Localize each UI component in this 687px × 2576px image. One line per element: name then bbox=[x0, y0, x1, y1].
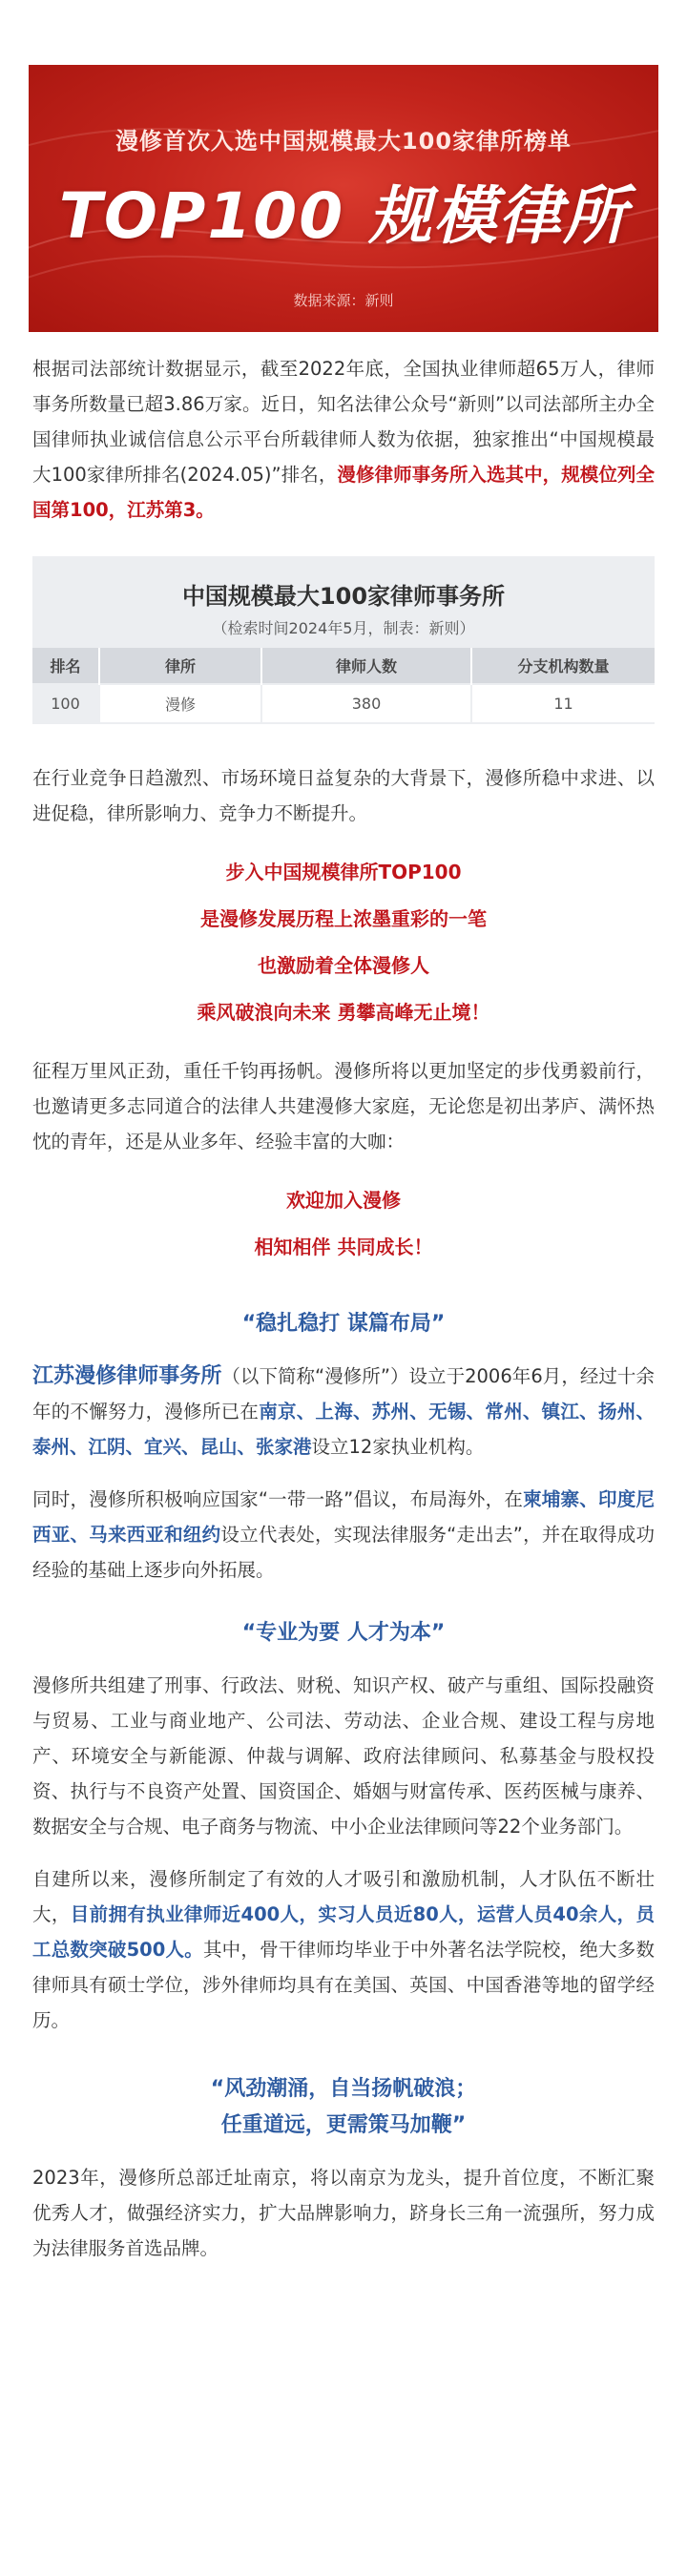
competition-paragraph: 在行业竞争日趋激烈、市场环境日益复杂的大背景下，漫修所稳中求进、以进促稳，律所影响力、竞争力不断提升。 bbox=[32, 767, 655, 824]
section-2-paragraph-1: 漫修所共组建了刑事、行政法、财税、知识产权、破产与重组、国际投融资与贸易、工业与商业地产、公司法、劳动法、企业合规、建设工程与房地产、环境安全与新能源、仲裁与调解、政府法律顾问、私募基金与股权投资、执行与不良资产处置、国资国企、婚姻与财富传承、医药医械与康养、数据安全与合规、电子商务与物流、中小企业法律顾问等22个业务部门。 bbox=[32, 1674, 655, 1838]
slogan-block-1 bbox=[0, 860, 687, 1025]
table-title: 中国规模最大100家律师事务所 bbox=[181, 583, 506, 610]
section-1-text: （以下简称“漫修所”）设立于2006年6月，经过十余年的不懈努力，漫修所已在 bbox=[32, 1365, 655, 1423]
table-row bbox=[32, 684, 655, 722]
slogan-line: 也激励着全体漫修人 bbox=[258, 954, 429, 977]
firm-name: 江苏漫修律师事务所 bbox=[32, 1364, 222, 1388]
banner-source: 数据来源：新则 bbox=[293, 292, 394, 309]
table-cell-branches: 11 bbox=[471, 684, 655, 722]
section-1-text: 同时，漫修所积极响应国家“一带一路”倡议，布局海外，在 bbox=[32, 1488, 524, 1510]
slogan-line: 是漫修发展历程上浓墨重彩的一笔 bbox=[200, 907, 487, 930]
section-2-paragraph-2 bbox=[32, 1861, 655, 2038]
intro-highlight: 漫修律师事务所入选其中，规模位列全国第100，江苏第3。 bbox=[32, 464, 655, 521]
slogan-line: 步入中国规模律所TOP100 bbox=[225, 861, 462, 883]
banner-title: TOP100 规模律所 bbox=[58, 179, 629, 253]
banner-subtitle: 漫修首次入选中国规模最大100家律所榜单 bbox=[114, 128, 572, 155]
slogan-block-2 bbox=[0, 1188, 687, 1259]
slogan-line: 乘风破浪向未来 勇攀高峰无止境！ bbox=[197, 1001, 490, 1024]
office-cities: 南京、上海、苏州、无锡、常州、镇江、扬州、泰州、江阴、宜兴、昆山、张家港 bbox=[32, 1401, 655, 1458]
section-heading-2: “专业为要 人才为本” bbox=[241, 1621, 446, 1645]
table-header-row bbox=[32, 648, 655, 684]
section-1-text: 设立代表处，实现法律服务“走出去”，并在取得成功经验的基础上逐步向外拓展。 bbox=[32, 1524, 655, 1581]
table-cell-rank: 100 bbox=[32, 684, 99, 722]
article-page bbox=[0, 65, 687, 2323]
table-header-rank: 排名 bbox=[32, 648, 99, 684]
table-header-firm: 律所 bbox=[99, 648, 261, 684]
staff-stats: 目前拥有执业律师近400人，实习人员近80人，运营人员40余人，员工总数突破500人。 bbox=[32, 1903, 655, 1961]
section-heading-3-line-2: 任重道远，更需策马加鞭” bbox=[220, 2113, 467, 2137]
table-cell-lawyers: 380 bbox=[261, 684, 471, 722]
section-2-text: 自建所以来，漫修所制定了有效的人才吸引和激励机制，人才队伍不断壮大， bbox=[32, 1868, 655, 1925]
top100-banner bbox=[29, 65, 658, 332]
section-3-paragraph-1: 2023年，漫修所总部迁址南京，将以南京为龙头，提升首位度，不断汇聚优秀人才，做强经济实力，扩大品牌影响力，跻身长三角一流强所，努力成为法律服务首选品牌。 bbox=[32, 2167, 655, 2259]
section-1-paragraph-1 bbox=[32, 1359, 655, 1465]
invite-paragraph: 征程万里风正劲，重任千钧再扬帆。漫修所将以更加坚定的步伐勇毅前行，也邀请更多志同道合的法律人共建漫修大家庭，无论您是初出茅庐、满怀热忱的青年，还是从业多年、经验丰富的大咖： bbox=[32, 1060, 655, 1153]
ranking-table bbox=[32, 648, 655, 722]
ranking-table-image bbox=[32, 556, 655, 724]
section-2-text: 其中，骨干律师均毕业于中外著名法学院校，绝大多数律师具有硕士学位，涉外律师均具有在美国、英国、中国香港等地的留学经历。 bbox=[32, 1939, 655, 2031]
slogan-line: 欢迎加入漫修 bbox=[286, 1189, 401, 1212]
table-header-lawyers: 律师人数 bbox=[261, 648, 471, 684]
table-cell-firm: 漫修 bbox=[99, 684, 261, 722]
table-header-branches: 分支机构数量 bbox=[471, 648, 655, 684]
slogan-line: 相知相伴 共同成长！ bbox=[254, 1236, 433, 1258]
intro-text: 根据司法部统计数据显示，截至2022年底，全国执业律师超65万人，律师事务所数量已超3.86万家。近日，知名法律公众号“新则”以司法部所主办全国律师执业诚信信息公示平台所载律师人数为依据，独家推出“中国规模最大100家律所排名(2024.05)”排名， bbox=[32, 358, 655, 486]
table-meta: （检索时间2024年5月，制表：新则） bbox=[212, 619, 475, 637]
section-1-paragraph-2 bbox=[32, 1482, 655, 1588]
intro-paragraph bbox=[32, 351, 655, 528]
section-1-text: 设立12家执业机构。 bbox=[311, 1436, 485, 1458]
section-heading-3-line-1: “风劲潮涌，自当扬帆破浪； bbox=[210, 2077, 477, 2101]
section-heading-1: “稳扎稳打 谋篇布局” bbox=[241, 1312, 446, 1336]
overseas-offices: 柬埔寨、印度尼西亚、马来西亚和纽约 bbox=[32, 1488, 655, 1546]
section-heading-3 bbox=[0, 2074, 687, 2141]
